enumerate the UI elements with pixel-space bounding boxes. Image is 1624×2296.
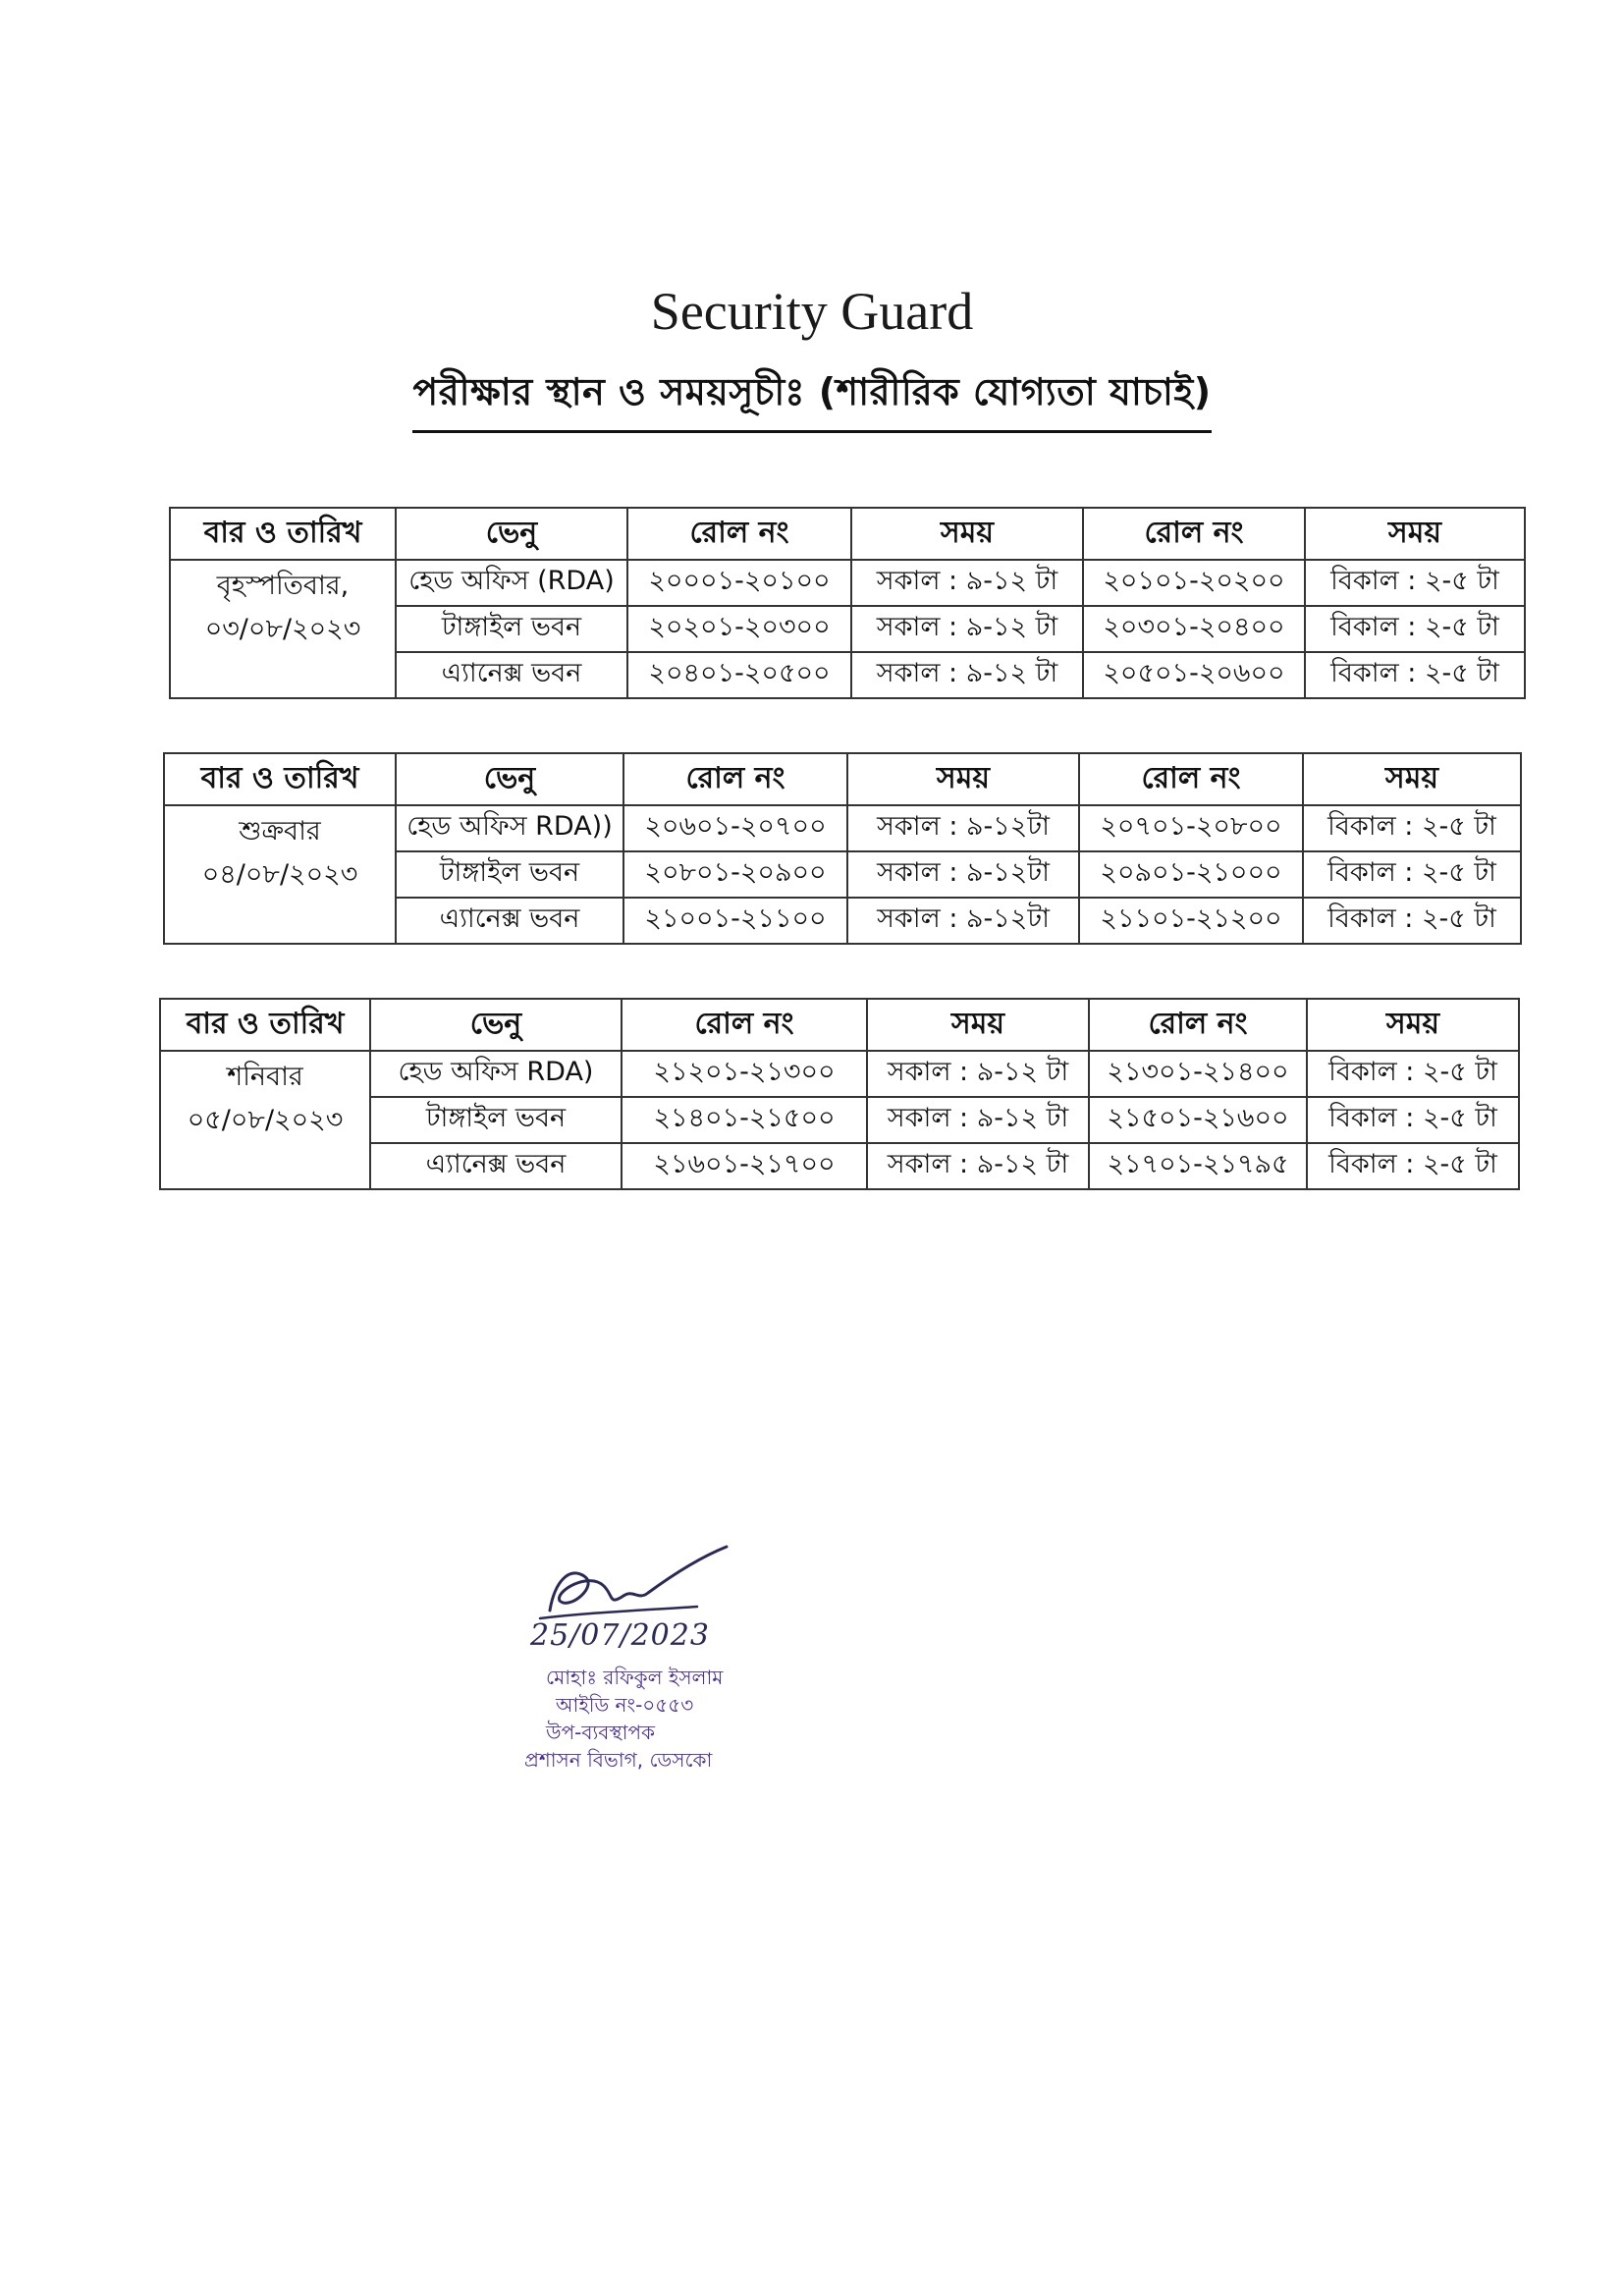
roll-range-cell: ২১৫০১-২১৬০০ xyxy=(1089,1097,1307,1143)
header-time-2: সময় xyxy=(1305,508,1525,560)
roll-range-cell: ২০৩০১-২০৪০০ xyxy=(1083,606,1305,652)
venue-cell: টাঙ্গাইল ভবন xyxy=(396,851,623,898)
time-cell: সকাল : ৯-১২ টা xyxy=(867,1143,1089,1189)
time-cell: বিকাল : ২-৫ টা xyxy=(1305,606,1525,652)
venue-cell: এ্যানেক্স ভবন xyxy=(396,652,627,698)
header-venue: ভেনু xyxy=(396,753,623,805)
header-time-2: সময় xyxy=(1307,999,1519,1051)
header-time-1: সময় xyxy=(851,508,1083,560)
roll-range-cell: ২০৪০১-২০৫০০ xyxy=(627,652,851,698)
time-cell: বিকাল : ২-৫ টা xyxy=(1305,652,1525,698)
header-venue: ভেনু xyxy=(396,508,627,560)
roll-range-cell: ২০৬০১-২০৭০০ xyxy=(623,805,847,851)
subtitle-container xyxy=(0,363,1624,433)
schedule-table-2 xyxy=(163,752,1522,945)
roll-range-cell: ২১৪০১-২১৫০০ xyxy=(622,1097,867,1143)
header-day-date: বার ও তারিখ xyxy=(160,999,370,1051)
table-header-row xyxy=(170,508,1525,560)
header-day-date: বার ও তারিখ xyxy=(164,753,396,805)
header-roll-2: রোল নং xyxy=(1079,753,1303,805)
roll-range-cell: ২০৮০১-২০৯০০ xyxy=(623,851,847,898)
document-subtitle: পরীক্ষার স্থান ও সময়সূচীঃ (শারীরিক যোগ্যতা যাচাই) xyxy=(412,363,1211,433)
venue-cell: এ্যানেক্স ভবন xyxy=(396,898,623,944)
document-title: Security Guard xyxy=(650,282,974,341)
handwritten-signature xyxy=(530,1542,766,1630)
header-roll-2: রোল নং xyxy=(1089,999,1307,1051)
time-cell: বিকাল : ২-৫ টা xyxy=(1307,1097,1519,1143)
day-label: শুক্রবার xyxy=(239,816,321,847)
time-cell: সকাল : ৯-১২ টা xyxy=(867,1097,1089,1143)
time-cell: সকাল : ৯-১২টা xyxy=(847,851,1079,898)
time-cell: বিকাল : ২-৫ টা xyxy=(1303,805,1521,851)
header-time-1: সময় xyxy=(847,753,1079,805)
day-date-cell xyxy=(160,1051,370,1189)
roll-range-cell: ২১২০১-২১৩০০ xyxy=(622,1051,867,1097)
table-row xyxy=(170,560,1525,606)
header-roll-1: রোল নং xyxy=(627,508,851,560)
date-label: ০৫/০৮/২০২৩ xyxy=(187,1105,344,1135)
venue-cell: টাঙ্গাইল ভবন xyxy=(396,606,627,652)
day-label: বৃহস্পতিবার, xyxy=(216,571,350,601)
roll-range-cell: ২০৭০১-২০৮০০ xyxy=(1079,805,1303,851)
venue-cell: এ্যানেক্স ভবন xyxy=(370,1143,622,1189)
officer-id: আইডি নং-০৫৫৩ xyxy=(556,1693,694,1717)
officer-name: মোহাঃ রফিকুল ইসলাম xyxy=(546,1666,724,1689)
venue-cell: টাঙ্গাইল ভবন xyxy=(370,1097,622,1143)
venue-cell: হেড অফিস RDA) xyxy=(370,1051,622,1097)
header-time-1: সময় xyxy=(867,999,1089,1051)
time-cell: সকাল : ৯-১২ টা xyxy=(851,560,1083,606)
roll-range-cell: ২০১০১-২০২০০ xyxy=(1083,560,1305,606)
schedule-table-1 xyxy=(169,507,1526,699)
time-cell: সকাল : ৯-১২ টা xyxy=(851,652,1083,698)
time-cell: বিকাল : ২-৫ টা xyxy=(1303,898,1521,944)
time-cell: সকাল : ৯-১২টা xyxy=(847,898,1079,944)
table-header-row xyxy=(164,753,1521,805)
table-row xyxy=(164,805,1521,851)
header-day-date: বার ও তারিখ xyxy=(170,508,396,560)
venue-cell: হেড অফিস (RDA) xyxy=(396,560,627,606)
signature-block xyxy=(491,1542,805,1772)
signature-date: 25/07/2023 xyxy=(530,1618,710,1653)
roll-range-cell: ২০২০১-২০৩০০ xyxy=(627,606,851,652)
day-date-cell xyxy=(170,560,396,698)
venue-cell: হেড অফিস RDA)) xyxy=(396,805,623,851)
time-cell: সকাল : ৯-১২ টা xyxy=(867,1051,1089,1097)
date-label: ০৩/০৮/২০২৩ xyxy=(204,614,361,644)
time-cell: সকাল : ৯-১২টা xyxy=(847,805,1079,851)
roll-range-cell: ২১০০১-২১১০০ xyxy=(623,898,847,944)
roll-range-cell: ২১৬০১-২১৭০০ xyxy=(622,1143,867,1189)
header-roll-2: রোল নং xyxy=(1083,508,1305,560)
roll-range-cell: ২০০০১-২০১০০ xyxy=(627,560,851,606)
header-time-2: সময় xyxy=(1303,753,1521,805)
date-label: ০৪/০৮/২০২৩ xyxy=(201,859,358,890)
roll-range-cell: ২০৫০১-২০৬০০ xyxy=(1083,652,1305,698)
time-cell: বিকাল : ২-৫ টা xyxy=(1305,560,1525,606)
header-venue: ভেনু xyxy=(370,999,622,1051)
time-cell: সকাল : ৯-১২ টা xyxy=(851,606,1083,652)
table-header-row xyxy=(160,999,1519,1051)
header-roll-1: রোল নং xyxy=(623,753,847,805)
day-label: শনিবার xyxy=(227,1062,303,1092)
day-date-cell xyxy=(164,805,396,944)
time-cell: বিকাল : ২-৫ টা xyxy=(1307,1051,1519,1097)
officer-department: প্রশাসন বিভাগ, ডেসকো xyxy=(524,1748,713,1772)
time-cell: বিকাল : ২-৫ টা xyxy=(1303,851,1521,898)
roll-range-cell: ২০৯০১-২১০০০ xyxy=(1079,851,1303,898)
roll-range-cell: ২১৩০১-২১৪০০ xyxy=(1089,1051,1307,1097)
officer-designation: উপ-ব্যবস্থাপক xyxy=(546,1721,656,1744)
header-roll-1: রোল নং xyxy=(622,999,867,1051)
roll-range-cell: ২১৭০১-২১৭৯৫ xyxy=(1089,1143,1307,1189)
time-cell: বিকাল : ২-৫ টা xyxy=(1307,1143,1519,1189)
table-row xyxy=(160,1051,1519,1097)
roll-range-cell: ২১১০১-২১২০০ xyxy=(1079,898,1303,944)
schedule-table-3 xyxy=(159,998,1520,1190)
